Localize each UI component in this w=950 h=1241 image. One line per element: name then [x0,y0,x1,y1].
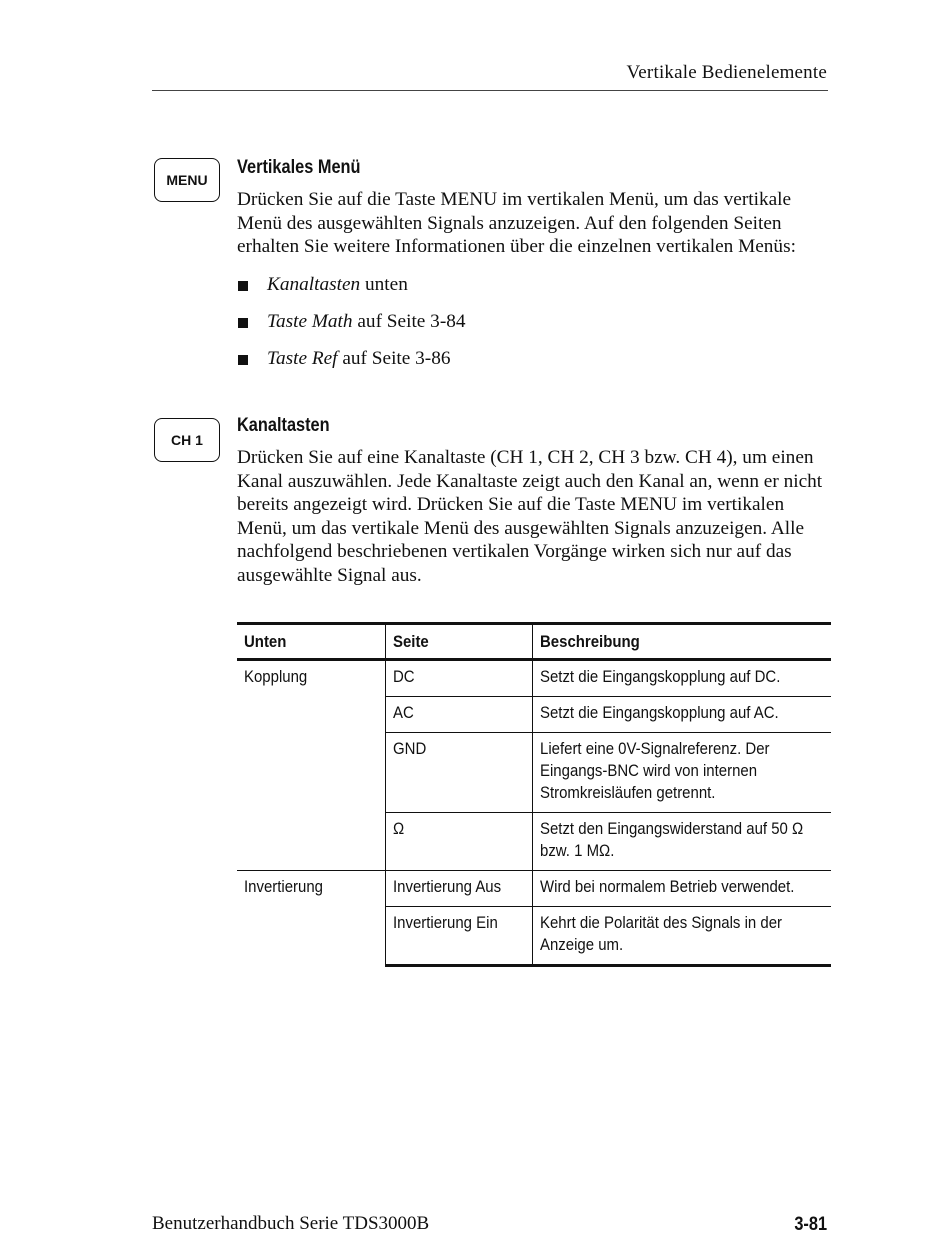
table-cell-unten: Invertierung [237,871,385,966]
table-row [237,871,831,907]
table-header-cell: Seite [385,624,532,660]
bullet-square-icon [238,281,248,291]
ch1-key-label: CH 1 [171,432,203,448]
table-cell-seite: Invertierung Aus [385,871,532,907]
menu-key-label: MENU [166,172,208,188]
table-header-cell: Unten [237,624,385,660]
table-cell-beschreibung: Setzt den Eingangswiderstand auf 50 Ω bzw. 1 MΩ. [532,813,831,871]
table-cell-beschreibung: Kehrt die Polarität des Signals in der Anzeige um. [532,907,831,966]
table-row [237,660,831,697]
footer-manual-title: Benutzerhandbuch Serie TDS3000B [152,1213,430,1234]
table-header-cell: Beschreibung [532,624,831,660]
page-header-title: Vertikale Bedienelemente [626,62,827,83]
table-cell-seite: DC [385,660,532,697]
bullet-square-icon [238,355,248,365]
header-rule [152,90,828,91]
bullet-text: auf Seite 3-86 [337,347,451,369]
table-cell-beschreibung: Liefert eine 0V-Signalreferenz. Der Eingangs-BNC wird von internen Stromkreisläufen getrennt. [532,733,831,813]
bullet-link[interactable]: Kanaltasten [267,273,361,295]
bullet-link[interactable]: Taste Math [267,310,353,332]
table-cell-beschreibung: Setzt die Eingangskopplung auf DC. [532,660,831,697]
channel-section-heading: Kanaltasten [237,415,330,436]
channel-section-body: Drücken Sie auf eine Kanaltaste (CH 1, CH 2, CH 3 bzw. CH 4), um einen Kanal auszuwählen. Jede Kanaltaste zeigt auch den Kanal an, wenn er nicht bereits angezeigt wird. Drücken Sie auf die Taste MENU im vertikalen Menü, um das vertikale Menü des ausgewählten Signals anzuzeigen. Alle nachfolgend beschriebenen vertikalen Vorgänge wirken sich nur auf das ausgewählte Signal aus. [237,447,823,586]
bullet-text: unten [360,273,408,295]
bullet-text: auf Seite 3-84 [352,310,466,332]
bullet-item [237,347,833,370]
bullet-item [237,310,833,333]
table-cell-seite: GND [385,733,532,813]
table-cell-seite: Ω [385,813,532,871]
bullet-item [237,273,833,296]
channel-section [237,414,833,588]
menu-bullet-list [237,273,833,370]
table-cell-unten: Kopplung [244,667,308,686]
menu-section-heading: Vertikales Menü [237,157,361,178]
vertical-menu-table [237,622,831,967]
bullet-link[interactable]: Taste Ref [267,347,338,369]
table-cell-seite: Invertierung Ein [385,907,532,966]
ch1-key-icon [154,418,220,462]
menu-section-body: Drücken Sie auf die Taste MENU im vertikalen Menü, um das vertikale Menü des ausgewählten Signals anzuzeigen. Auf den folgenden Seiten erhalten Sie weitere Informationen über die einzelnen vertikalen Menüs: [237,189,796,258]
table-header-row [237,624,831,660]
footer-page-number: 3-81 [794,1214,827,1235]
table-cell-seite: AC [385,697,532,733]
table-cell-beschreibung: Wird bei normalem Betrieb verwendet. [532,871,831,907]
menu-section [237,156,833,384]
table-cell-beschreibung: Setzt die Eingangskopplung auf AC. [532,697,831,733]
menu-key-icon [154,158,220,202]
bullet-square-icon [238,318,248,328]
